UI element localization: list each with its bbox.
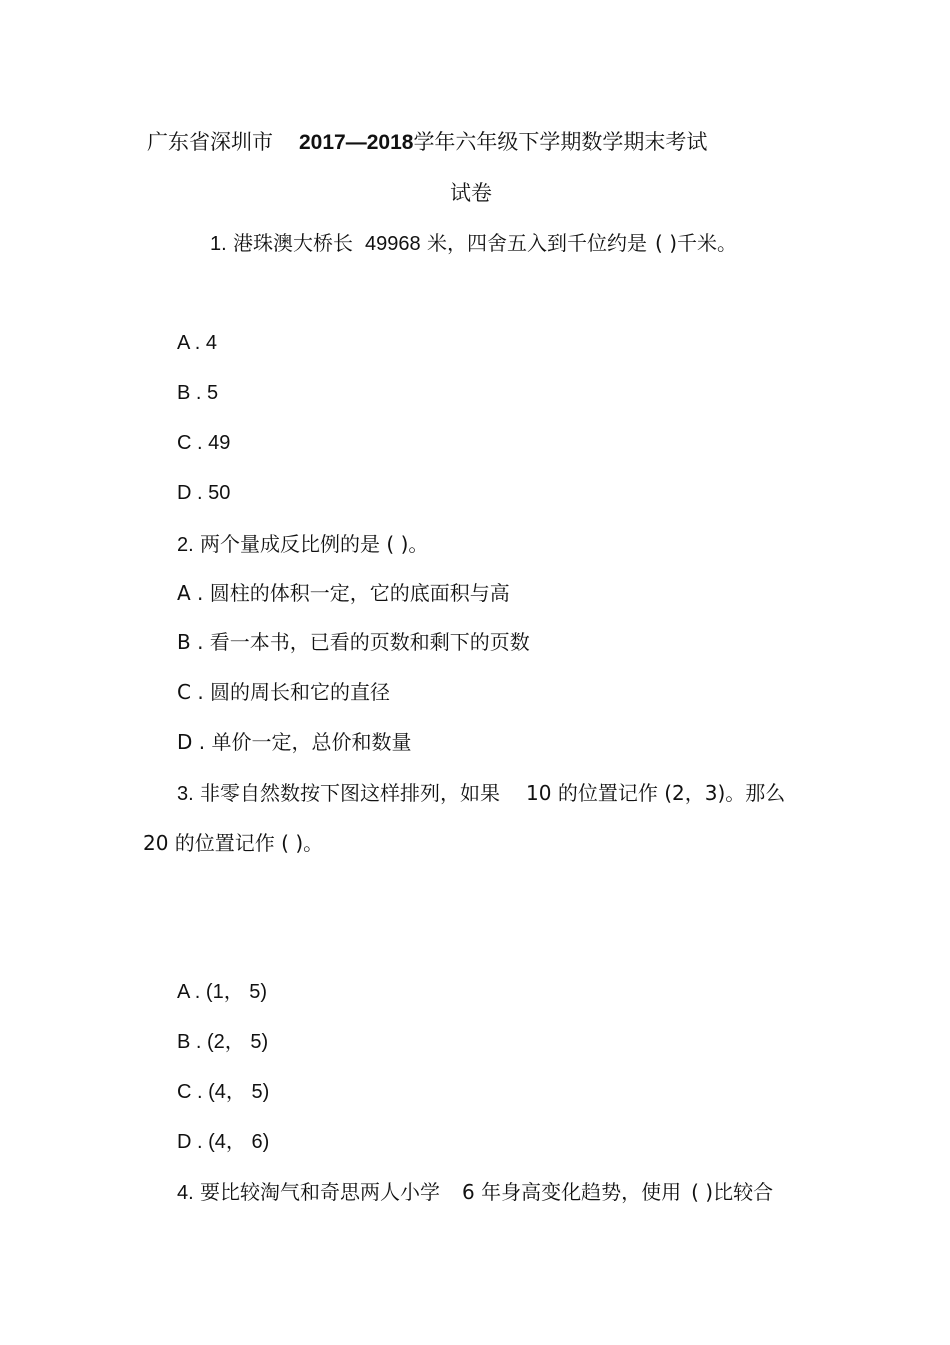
q1-option-d: D . 50 — [177, 482, 231, 504]
question-text-part: 港珠澳大桥长 — [233, 231, 354, 255]
question-text-part: 49968 — [365, 233, 421, 255]
q3-option-a: A . (1， 5) — [177, 981, 268, 1003]
question-text: 两个量成反比例的是 ( )。 — [200, 532, 429, 556]
title-suffix: 学年六年级下学期数学期末考试 — [413, 130, 708, 154]
q2-option-c: C . 圆的周长和它的直径 — [177, 680, 391, 704]
q3-option-b: B . (2， 5) — [177, 1031, 269, 1053]
question-text-part: 6 年身高变化趋势，使用 — [462, 1180, 682, 1204]
title-prefix: 广东省深圳市 — [147, 130, 273, 154]
q2-option-a: A . 圆柱的体积一定，它的底面积与高 — [177, 581, 510, 605]
question-text-part: ( )千米。 — [655, 231, 737, 255]
question-3 — [177, 779, 785, 807]
q2-option-d: D . 单价一定，总价和数量 — [177, 730, 412, 754]
q1-option-a: A . 4 — [177, 332, 218, 354]
q3-option-c: C . (4， 5) — [177, 1081, 270, 1103]
question-text-part: 10 的位置记作 (2，3)。那么 — [526, 781, 786, 805]
question-number: 3. — [177, 783, 194, 805]
question-1 — [210, 229, 737, 257]
page-title-line2: 试卷 — [450, 181, 492, 205]
q1-option-b: B . 5 — [177, 382, 219, 404]
question-text-part: 米，四舍五入到千位约是 — [427, 231, 648, 255]
q1-option-c: C . 49 — [177, 432, 231, 454]
page-title — [147, 127, 707, 157]
question-4 — [177, 1178, 773, 1206]
question-text-part: 非零自然数按下图这样排列，如果 — [200, 781, 501, 805]
title-years: 2017—2018 — [299, 131, 414, 154]
question-number: 2. — [177, 534, 194, 556]
question-number: 4. — [177, 1182, 194, 1204]
q3-option-d: D . (4， 6) — [177, 1131, 270, 1153]
question-text-part: 要比较淘气和奇思两人小学 — [200, 1180, 441, 1204]
question-2 — [177, 530, 428, 558]
question-3-line2: 20 的位置记作 ( )。 — [143, 831, 324, 855]
question-number: 1. — [210, 233, 227, 255]
question-text-part: ( )比较合 — [691, 1180, 774, 1204]
q2-option-b: B . 看一本书，已看的页数和剩下的页数 — [177, 630, 530, 654]
